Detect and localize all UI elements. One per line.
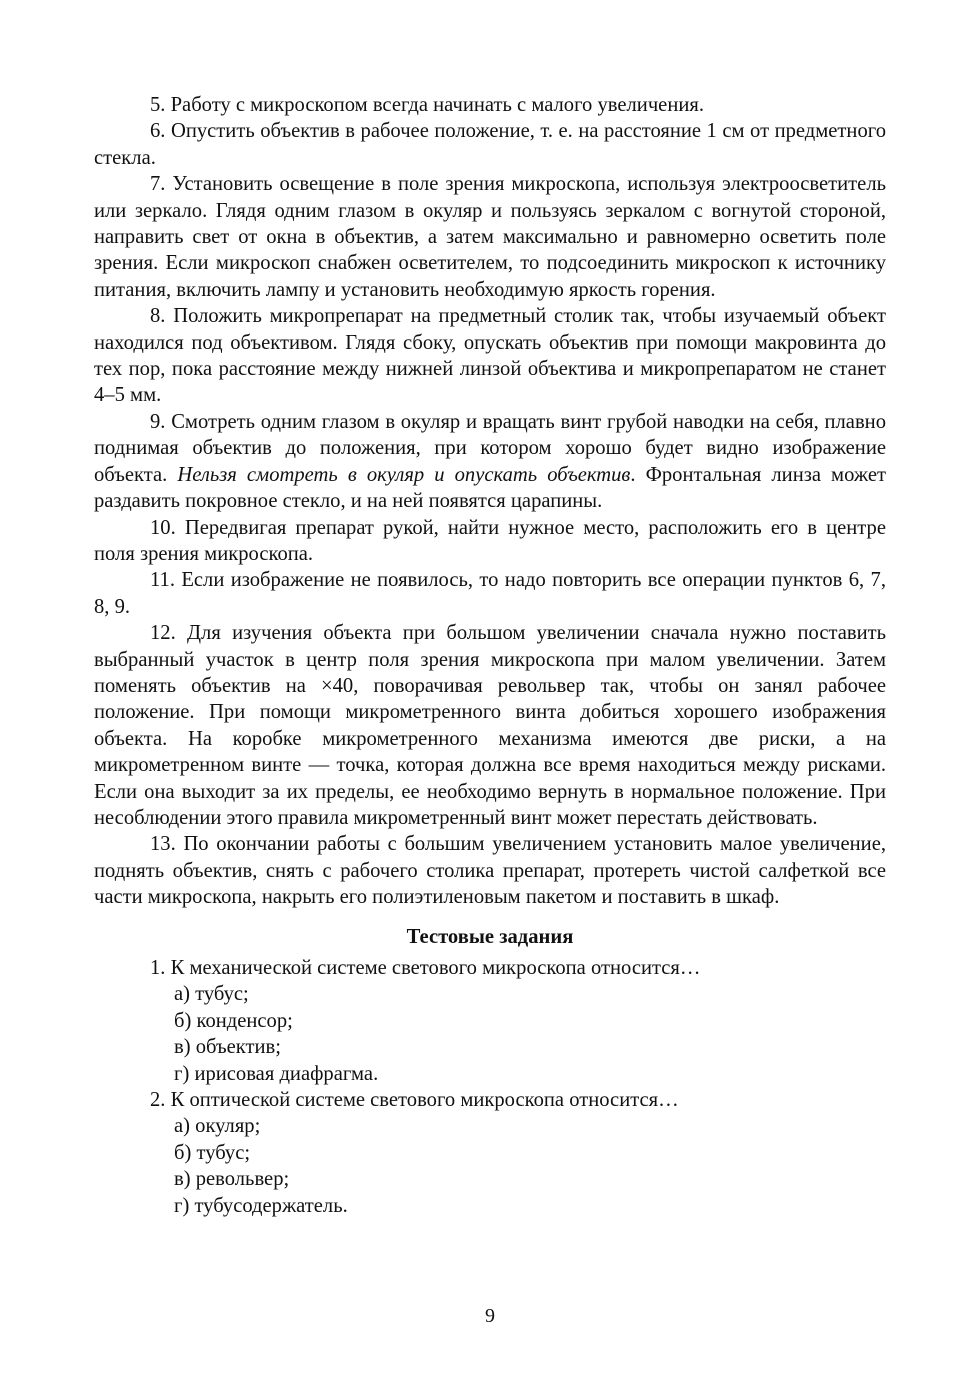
document-page	[94, 92, 886, 1219]
answer-option-a: а) окуляр;	[174, 1115, 261, 1138]
instruction-text: 8. Положить микропрепарат на предметный столик так, чтобы изучаемый объект находился под объективом. Глядя сбоку, опускать объектив при помощи макровинта до тех пор, пока расстояние между нижней линзой объектива и микропрепаратом не станет 4–5 мм.	[94, 305, 886, 407]
instruction-9	[94, 409, 886, 515]
instruction-10	[94, 515, 886, 568]
instruction-11	[94, 567, 886, 620]
question-text: 2. К оптической системе светового микроскопа относится…	[150, 1089, 679, 1112]
page-number: 9	[485, 1305, 495, 1327]
instruction-7	[94, 171, 886, 303]
instruction-text: 6. Опустить объектив в рабочее положение, т. е. на расстояние 1 см от предметного стекла.	[94, 120, 886, 169]
answer-option-c: в) револьвер;	[174, 1168, 290, 1191]
section-title: Тестовые задания	[406, 925, 574, 948]
answer-option-b: б) конденсор;	[174, 1009, 293, 1032]
instruction-text-continued: . Фронтальная линза может раздавить покровное стекло, и на ней появятся царапины.	[94, 463, 886, 513]
instruction-text: 12. Для изучения объекта при большом увеличении сначала нужно поставить выбранный участок в центр поля зрения микроскопа при малом увеличении. Затем поменять объектив на ×40, поворачивая револьвер так, чтобы он занял рабочее положение. При помощи микрометренного винта добиться хорошего изображения объекта. На коробке микрометренного механизма имеются две риски, а на микрометренном винте — точка, которая должна все время находиться между рисками. Если она выходит за их пределы, ее необходимо вернуть в нормальное положение. При несоблюдении этого правила микрометренный винт может перестать действовать.	[94, 622, 886, 829]
question-text: 1. К механической системе светового микроскопа относится…	[150, 957, 701, 979]
instruction-text: 5. Работу с микроскопом всегда начинать с малого увеличения.	[150, 94, 704, 116]
instruction-text: 11. Если изображение не появилось, то надо повторить все операции пунктов 6, 7, 8, 9.	[94, 569, 886, 618]
instruction-6	[94, 118, 886, 171]
instruction-text: 13. По окончании работы с большим увеличением установить малое увеличение, поднять объектив, снять с рабочего столика препарат, протереть чистой салфеткой все части микроскопа, накрыть его полиэтиленовым пакетом и поставить в шкаф.	[94, 833, 886, 909]
answer-option-c: в) объектив;	[174, 1036, 281, 1059]
answer-option-a: а) тубус;	[174, 983, 249, 1006]
test-question-1	[94, 955, 886, 1087]
instruction-text: 10. Передвигая препарат рукой, найти нужное место, расположить его в центре поля зрения микроскопа.	[94, 516, 886, 565]
instruction-13	[94, 831, 886, 910]
answer-option-b: б) тубус;	[174, 1141, 251, 1164]
instruction-8	[94, 303, 886, 409]
instruction-text: 7. Установить освещение в поле зрения микроскопа, используя электроосветитель или зеркало. Глядя одним глазом в окуляр и пользуясь зеркалом с вогнутой стороной, направить свет от окна в объектив, а затем максимально и равномерно осветить поле зрения. Если микроскоп снабжен осветителем, то подсоединить микроскоп к источнику питания, включить лампу и установить необходимую яркость горения.	[94, 173, 886, 301]
test-question-2	[94, 1087, 886, 1219]
instruction-emphasis: Нельзя смотреть в окуляр и опускать объектив	[177, 463, 631, 486]
instruction-text: 9. Смотреть одним глазом в окуляр и вращать винт грубой наводки на себя, плавно поднимая объектив до положения, при котором хорошо будет видно изображение объекта.	[94, 410, 886, 486]
answer-option-d: г) тубусодержатель.	[174, 1194, 348, 1217]
answer-option-d: г) ирисовая диафрагма.	[174, 1062, 379, 1085]
instruction-5	[94, 92, 886, 118]
instruction-12	[94, 620, 886, 831]
